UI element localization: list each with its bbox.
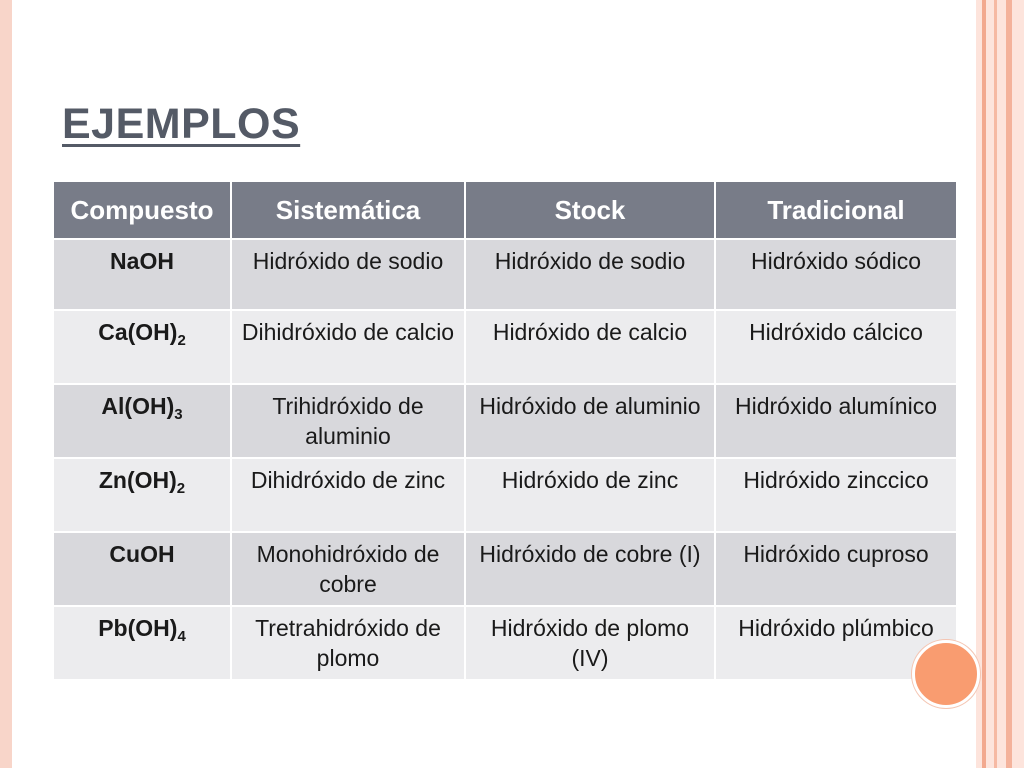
compound-cell [53, 606, 231, 680]
sistematica-cell: Tretrahidróxido de plomo [231, 606, 465, 680]
tradicional-cell: Hidróxido zinccico [715, 458, 957, 532]
tradicional-cell: Hidróxido cálcico [715, 310, 957, 384]
column-header-stock: Stock [465, 181, 715, 239]
table-row [53, 606, 957, 680]
compound-formula: NaOH [110, 248, 174, 274]
sistematica-cell: Hidróxido de sodio [231, 239, 465, 310]
sistematica-cell: Trihidróxido de aluminio [231, 384, 465, 458]
compound-subscript: 2 [177, 332, 186, 349]
compound-cell [53, 458, 231, 532]
compound-formula: Zn(OH) [98, 467, 177, 493]
compound-cell [53, 310, 231, 384]
sistematica-cell: Dihidróxido de calcio [231, 310, 465, 384]
compound-subscript: 3 [174, 406, 183, 423]
column-header-sistematica: Sistemática [231, 181, 465, 239]
stock-cell: Hidróxido de aluminio [465, 384, 715, 458]
compound-subscript: 4 [177, 628, 186, 645]
sistematica-cell: Monohidróxido de cobre [231, 532, 465, 606]
compound-formula: Al(OH) [101, 393, 175, 419]
table-row [53, 310, 957, 384]
tradicional-cell: Hidróxido cuproso [715, 532, 957, 606]
table-row [53, 239, 957, 310]
table-row [53, 532, 957, 606]
table-row [53, 384, 957, 458]
compound-formula: CuOH [109, 541, 175, 567]
compound-cell [53, 239, 231, 310]
stock-cell: Hidróxido de cobre (I) [465, 532, 715, 606]
decorative-circle [912, 640, 980, 708]
stock-cell: Hidróxido de plomo (IV) [465, 606, 715, 680]
column-header-tradicional: Tradicional [715, 181, 957, 239]
stock-cell: Hidróxido de sodio [465, 239, 715, 310]
table-header-row [53, 181, 957, 239]
right-decorative-stripes [976, 0, 1024, 768]
column-header-compuesto: Compuesto [53, 181, 231, 239]
compound-cell [53, 384, 231, 458]
compound-cell [53, 532, 231, 606]
stock-cell: Hidróxido de calcio [465, 310, 715, 384]
slide-title: EJEMPLOS [62, 100, 301, 148]
tradicional-cell: Hidróxido alumínico [715, 384, 957, 458]
tradicional-cell: Hidróxido plúmbico [715, 606, 957, 680]
left-decorative-stripe [0, 0, 12, 768]
stock-cell: Hidróxido de zinc [465, 458, 715, 532]
tradicional-cell: Hidróxido sódico [715, 239, 957, 310]
table-row [53, 458, 957, 532]
compound-formula: Pb(OH) [98, 615, 178, 641]
compound-formula: Ca(OH) [98, 319, 178, 345]
compound-subscript: 2 [176, 480, 186, 497]
sistematica-cell: Dihidróxido de zinc [231, 458, 465, 532]
hydroxides-table [52, 180, 958, 681]
